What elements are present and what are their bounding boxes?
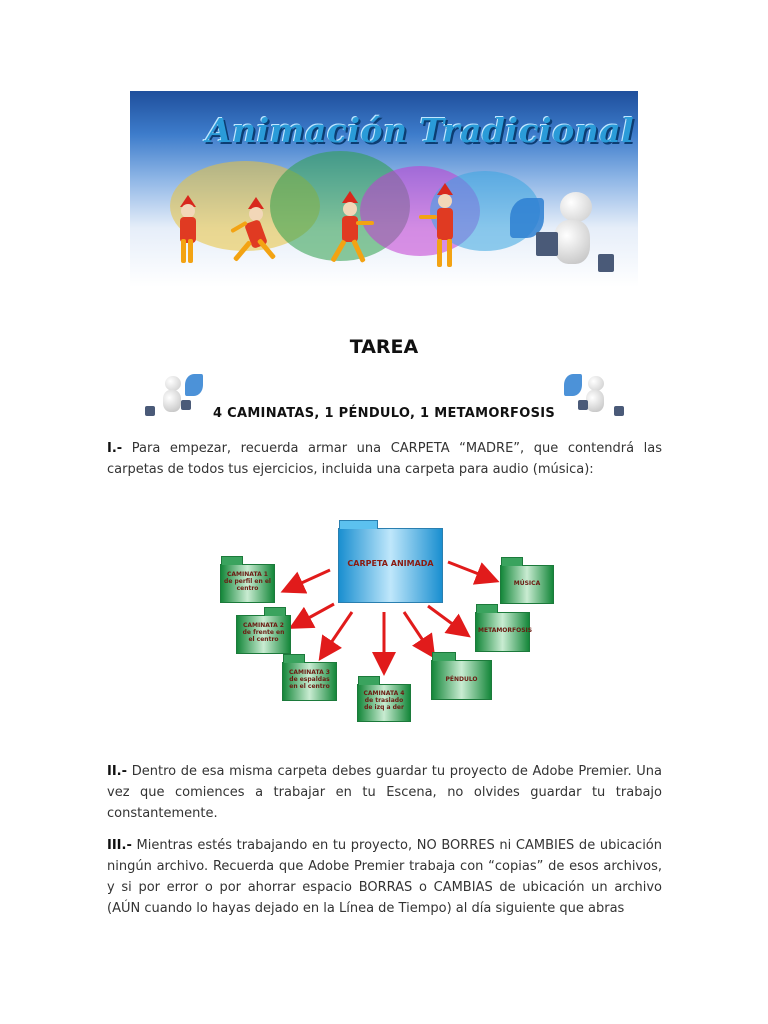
arrow [322, 612, 352, 656]
folder-musica [500, 565, 554, 604]
arrow [286, 570, 330, 590]
arrow [404, 612, 432, 654]
banner-title: Animación Tradicional [206, 111, 635, 150]
folder-caminata-3 [282, 662, 337, 701]
folder-label: CAMINATA 1 de perfil en el centro [224, 571, 271, 592]
page-title: TAREA [349, 336, 419, 358]
folder-main [338, 528, 443, 603]
folder-label: CAMINATA 4 de traslado de izq a der [363, 690, 405, 711]
subheading: 4 CAMINATAS, 1 PÉNDULO, 1 METAMORFOSIS [212, 406, 556, 421]
jester-figure [320, 191, 380, 271]
folder-caminata-1 [220, 564, 275, 603]
paragraph-text: Mientras estés trabajando en tu proyecto, NO BORRES ni CAMBIES de ubicación ningún archivo. Recuerda que Adobe Premier trabaja con “copias” de esos archivos, y si por error o por ahorrar espacio BORRAS o CAMBIAS de ubicación un archivo (AÚN cuando lo hayas dejado en la Línea de Tiempo) al día siguiente que abras [107, 838, 662, 916]
folder-caminata-2 [236, 615, 291, 654]
folder-caminata-4 [357, 684, 411, 722]
arrow [448, 562, 494, 580]
paragraph-number: III.- [107, 838, 132, 853]
paragraph-2 [107, 761, 662, 824]
mascot-painter [510, 186, 620, 281]
jester-figure [230, 195, 285, 261]
folder-label: PÉNDULO [445, 676, 478, 683]
paragraph-number: I.- [107, 441, 123, 456]
folder-label: METAMORFOSIS [478, 627, 533, 634]
folder-label: CAMINATA 3 de espaldas en el centro [289, 669, 330, 690]
jester-figure [174, 195, 204, 255]
header-banner [130, 91, 638, 287]
folder-label: CARPETA ANIMADA [347, 559, 434, 568]
paragraph-number: II.- [107, 764, 128, 779]
paragraph-1 [107, 438, 662, 480]
paragraph-3 [107, 835, 662, 919]
arrow [294, 604, 334, 626]
folder-label: MÚSICA [513, 580, 541, 587]
folder-pendulo [431, 660, 492, 700]
arrow [428, 606, 466, 634]
paragraph-text: Dentro de esa misma carpeta debes guardar tu proyecto de Adobe Premier. Una vez que comiences a trabajar en tu Escena, no olvides guardar tu trabajo constantemente. [107, 764, 662, 821]
folder-metamorfosis [475, 612, 533, 652]
folder-label: CAMINATA 2 de frente en el centro [242, 622, 285, 643]
paragraph-text: Para empezar, recuerda armar una CARPETA “MADRE”, que contendrá las carpetas de todos tus ejercicios, incluida una carpeta para audio (música): [107, 441, 662, 477]
jester-figure [415, 183, 475, 273]
